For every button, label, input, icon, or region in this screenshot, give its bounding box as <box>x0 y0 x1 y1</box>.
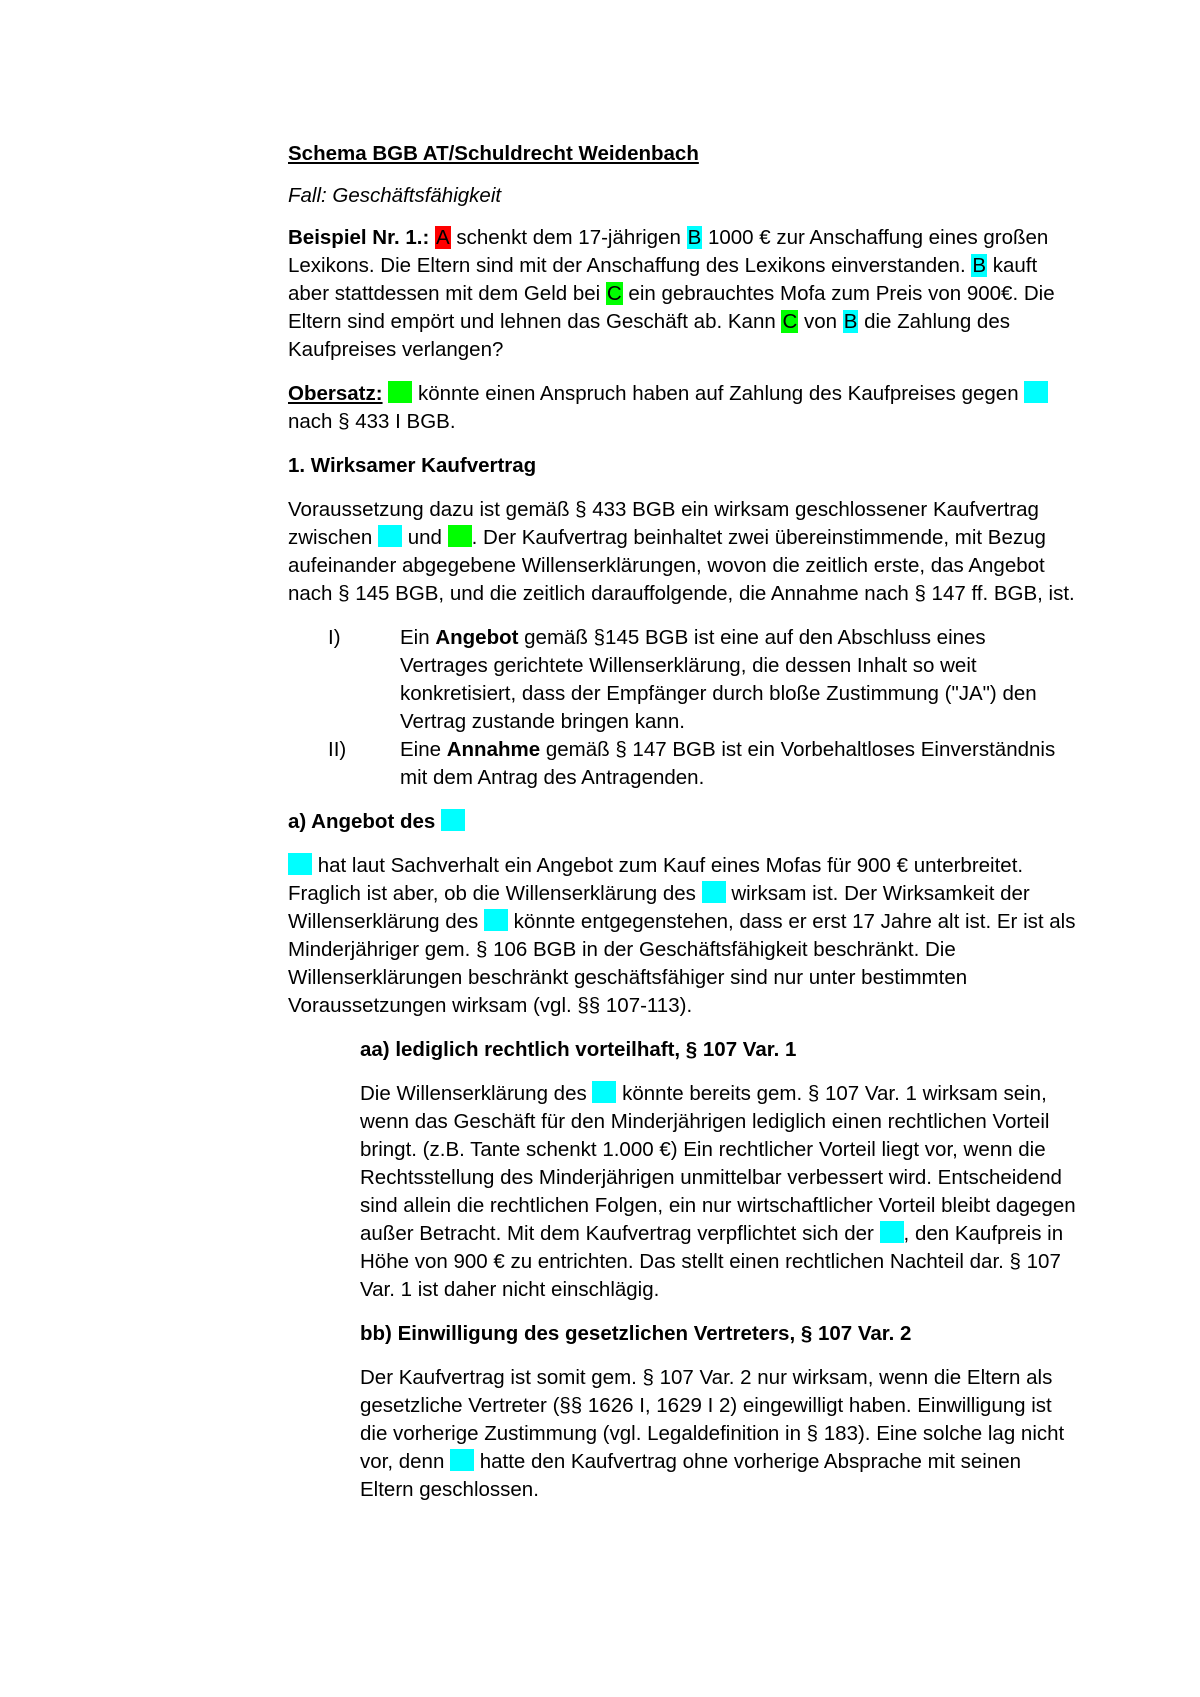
blank-blue <box>880 1221 904 1243</box>
blank-green <box>388 381 412 403</box>
beispiel-label: Beispiel Nr. 1.: <box>288 226 430 249</box>
text: nach § 433 I BGB. <box>288 410 456 433</box>
blank-green <box>448 525 472 547</box>
heading-angebot <box>288 808 1078 836</box>
text: , den Kaufpreis in Höhe von 900 € zu entrichten. Das stellt einen rechtlichen Nachteil dar. § 107 Var. 1 ist daher nicht einschlägig. <box>360 1222 1064 1301</box>
blank-blue <box>450 1449 474 1471</box>
list-item <box>288 624 1078 736</box>
vorteil-paragraph <box>360 1080 1078 1304</box>
text: Ein <box>400 626 436 649</box>
blank-blue <box>702 881 726 903</box>
list-number: II) <box>328 738 347 761</box>
text: könnte einen Anspruch haben auf Zahlung des Kaufpreises gegen <box>412 382 1025 405</box>
text: hatte den Kaufvertrag ohne vorherige Absprache mit seinen Eltern geschlossen. <box>360 1450 1022 1501</box>
obersatz-label: Obersatz: <box>288 382 383 405</box>
text: Der Kaufvertrag ist somit gem. § 107 Var. 2 nur wirksam, wenn die Eltern als gesetzliche Vertreter (§§ 1626 I, 1629 I 2) eingewilligt haben. Einwilligung ist die vorherige Zustimmung (vgl. Legaldefinition in § 183). Eine solche lag nicht vor, denn <box>360 1366 1065 1473</box>
party-a-highlight: A <box>435 226 450 249</box>
case-label: Fall: Geschäftsfähigkeit <box>288 184 502 207</box>
text: kauft aber stattdessen mit dem Geld bei <box>288 254 1038 305</box>
party-c-highlight: C <box>782 310 798 333</box>
blank-blue <box>484 909 508 931</box>
text: gemäß §145 BGB ist eine auf den Abschluss eines Vertrages gerichtete Willenserklärung, die dessen Inhalt so weit konkretisiert, dass der Empfänger durch bloße Zustimmung ("JA") den Vertrag zustande bringen kann. <box>400 626 1037 733</box>
einwilligung-paragraph <box>360 1364 1078 1504</box>
text: Voraussetzung dazu ist gemäß § 433 BGB ein wirksam geschlossener Kaufvertrag zwischen <box>288 498 1039 549</box>
text: a) Angebot des <box>288 810 441 833</box>
indented-section <box>360 1036 1078 1504</box>
text: Eine <box>400 738 447 761</box>
text: hat laut Sachverhalt ein Angebot zum Kauf eines Mofas für 900 € unterbreitet. Fraglich ist aber, ob die Willenserklärung des <box>288 854 1024 905</box>
party-c-highlight: C <box>606 282 622 305</box>
document-page <box>288 140 1078 1520</box>
text: 1000 € zur Anschaffung eines großen Lexikons. Die Eltern sind mit der Anschaffung des Lexikons einverstanden. <box>288 226 1049 277</box>
heading-wirksamer-kaufvertrag: 1. Wirksamer Kaufvertrag <box>288 454 537 477</box>
text: ein gebrauchtes Mofa zum Preis von 900€. Die Eltern sind empört und lehnen das Geschäft ab. Kann <box>288 282 1055 333</box>
list-text <box>400 624 1078 736</box>
blank-blue <box>378 525 402 547</box>
definition-list <box>288 624 1078 792</box>
text: gemäß § 147 BGB ist ein Vorbehaltloses Einverständnis mit dem Antrag des Antragenden. <box>400 738 1056 789</box>
text: die Zahlung des Kaufpreises verlangen? <box>288 310 1010 361</box>
beispiel-paragraph <box>288 224 1078 364</box>
party-b-highlight: B <box>843 310 858 333</box>
angebot-paragraph <box>288 852 1078 1020</box>
party-b-highlight: B <box>687 226 702 249</box>
obersatz-paragraph <box>288 380 1078 436</box>
term-bold: Angebot <box>435 626 519 649</box>
text: . Der Kaufvertrag beinhaltet zwei übereinstimmende, mit Bezug aufeinander abgegebene Willenserklärungen, wovon die zeitlich erste, das Angebot nach § 145 BGB, und die zeitlich darauffolgende, die Annahme nach § 147 ff. BGB, ist. <box>288 526 1075 605</box>
text: schenkt dem 17-jährigen <box>450 226 687 249</box>
text: könnte entgegenstehen, dass er erst 17 Jahre alt ist. Er ist als Minderjähriger gem. § 106 BGB in der Geschäftsfähigkeit beschränkt. Die Willenserklärungen beschränkt geschäftsfähiger sind nur unter bestimmten Voraussetzungen wirksam (vgl. §§ 107-113). <box>288 910 1076 1017</box>
list-item <box>288 736 1078 792</box>
text: wirksam ist. Der Wirksamkeit der Willenserklärung des <box>288 882 1030 933</box>
blank-blue <box>288 853 312 875</box>
blank-blue <box>592 1081 616 1103</box>
text: Die Willenserklärung des <box>360 1082 593 1105</box>
voraussetzung-paragraph <box>288 496 1078 608</box>
party-b-highlight: B <box>972 254 987 277</box>
blank-blue <box>1024 381 1048 403</box>
list-text <box>400 736 1078 792</box>
text: könnte bereits gem. § 107 Var. 1 wirksam sein, wenn das Geschäft für den Minderjährigen lediglich einen rechtlichen Vorteil bringt. (z.B. Tante schenkt 1.000 €) Ein rechtlicher Vorteil liegt vor, wenn die Rechtsstellung des Minderjährigen unmittelbar verbessert wird. Entscheidend sind allein die rechtlichen Folgen, ein nur wirtschaftlicher Vorteil bleibt dagegen außer Betracht. Mit dem Kaufvertrag verpflichtet sich der <box>360 1082 1076 1245</box>
blank-blue <box>441 809 465 831</box>
text: von <box>798 310 843 333</box>
term-bold: Annahme <box>446 738 541 761</box>
text: und <box>402 526 448 549</box>
list-number: I) <box>328 626 341 649</box>
heading-einwilligung: bb) Einwilligung des gesetzlichen Vertreters, § 107 Var. 2 <box>360 1322 912 1345</box>
document-title: Schema BGB AT/Schuldrecht Weidenbach <box>288 142 699 165</box>
heading-vorteilhaft: aa) lediglich rechtlich vorteilhaft, § 107 Var. 1 <box>360 1038 797 1061</box>
